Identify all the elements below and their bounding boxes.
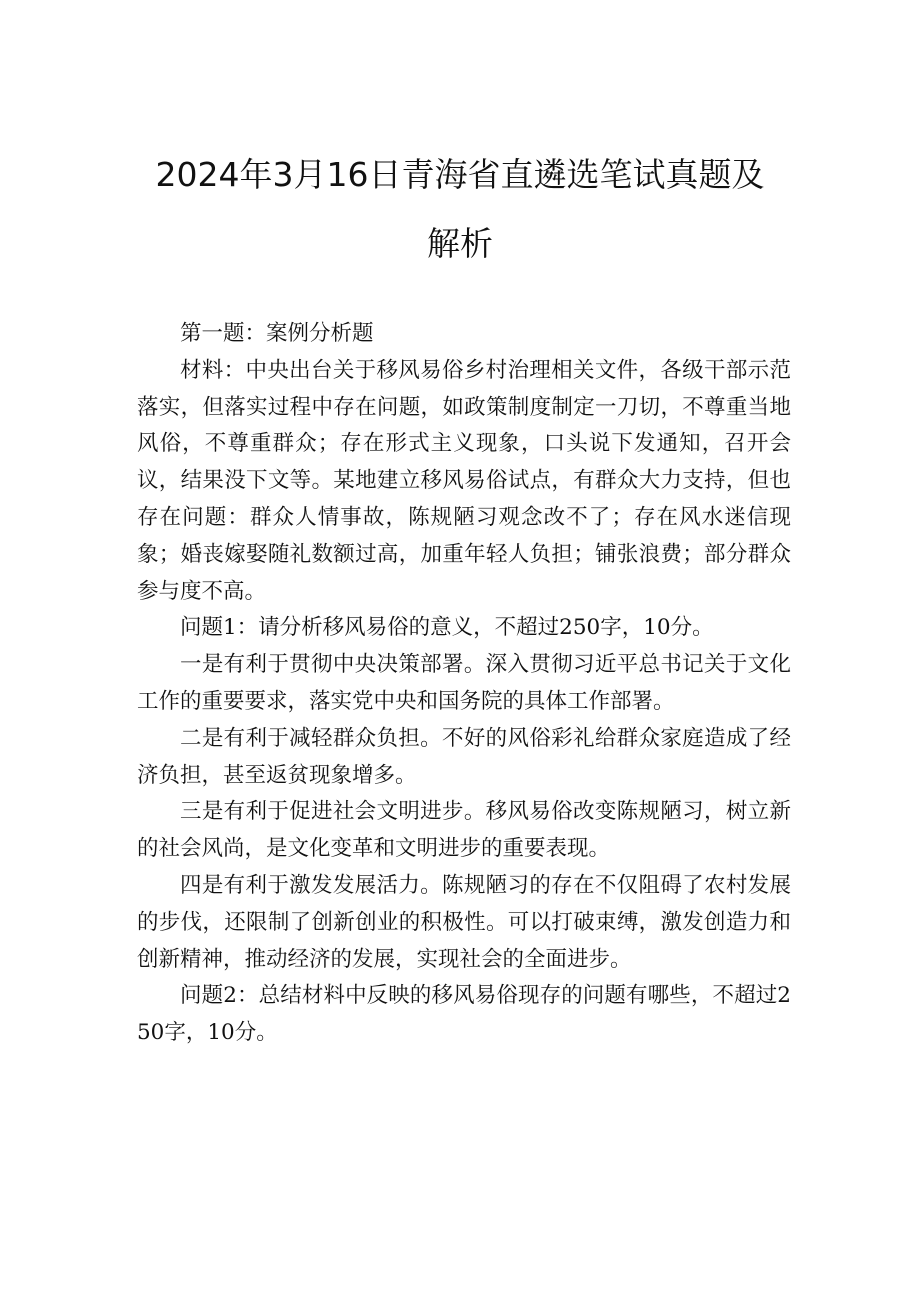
page-title: 2024年3月16日青海省直遴选笔试真题及 <box>155 155 765 194</box>
section-heading: 第一题：案例分析题 <box>180 321 374 346</box>
material-paragraph: 材料：中央出台关于移风易俗乡村治理相关文件，各级干部示范落实，但落实过程中存在问题，如政策制度制定一刀切，不尊重当地风俗，不尊重群众；存在形式主义现象，口头说下发通知，召开会议，结果没下文等。某地建立移风易俗试点，有群众大力支持，但也存在问题：群众人情事故，陈规陋习观念改不了；存在风水迷信现象；婚丧嫁娶随礼数额过高，加重年轻人负担；铺张浪费；部分群众参与度不高。 <box>137 357 791 604</box>
page-title-continued: 解析 <box>427 224 493 263</box>
question-2: 问题2：总结材料中反映的移风易俗现存的问题有哪些，不超过250字，10分。 <box>137 983 791 1046</box>
answer-point-1: 一是有利于贯彻中央决策部署。深入贯彻习近平总书记关于文化工作的重要要求，落实党中央和国务院的具体工作部署。 <box>137 652 791 714</box>
answer-point-3: 三是有利于促进社会文明进步。移风易俗改变陈规陋习，树立新的社会风尚，是文化变革和文明进步的重要表现。 <box>137 799 791 862</box>
document-body <box>137 316 791 1052</box>
question-1: 问题1：请分析移风易俗的意义，不超过250字，10分。 <box>180 615 714 641</box>
answer-point-2: 二是有利于减轻群众负担。不好的风俗彩礼给群众家庭造成了经济负担，甚至返贫现象增多。 <box>137 725 791 788</box>
answer-point-4: 四是有利于激发发展活力。陈规陋习的存在不仅阻碍了农村发展的步伐，还限制了创新创业的积极性。可以打破束缚，激发创造力和创新精神，推动经济的发展，实现社会的全面进步。 <box>137 872 791 972</box>
